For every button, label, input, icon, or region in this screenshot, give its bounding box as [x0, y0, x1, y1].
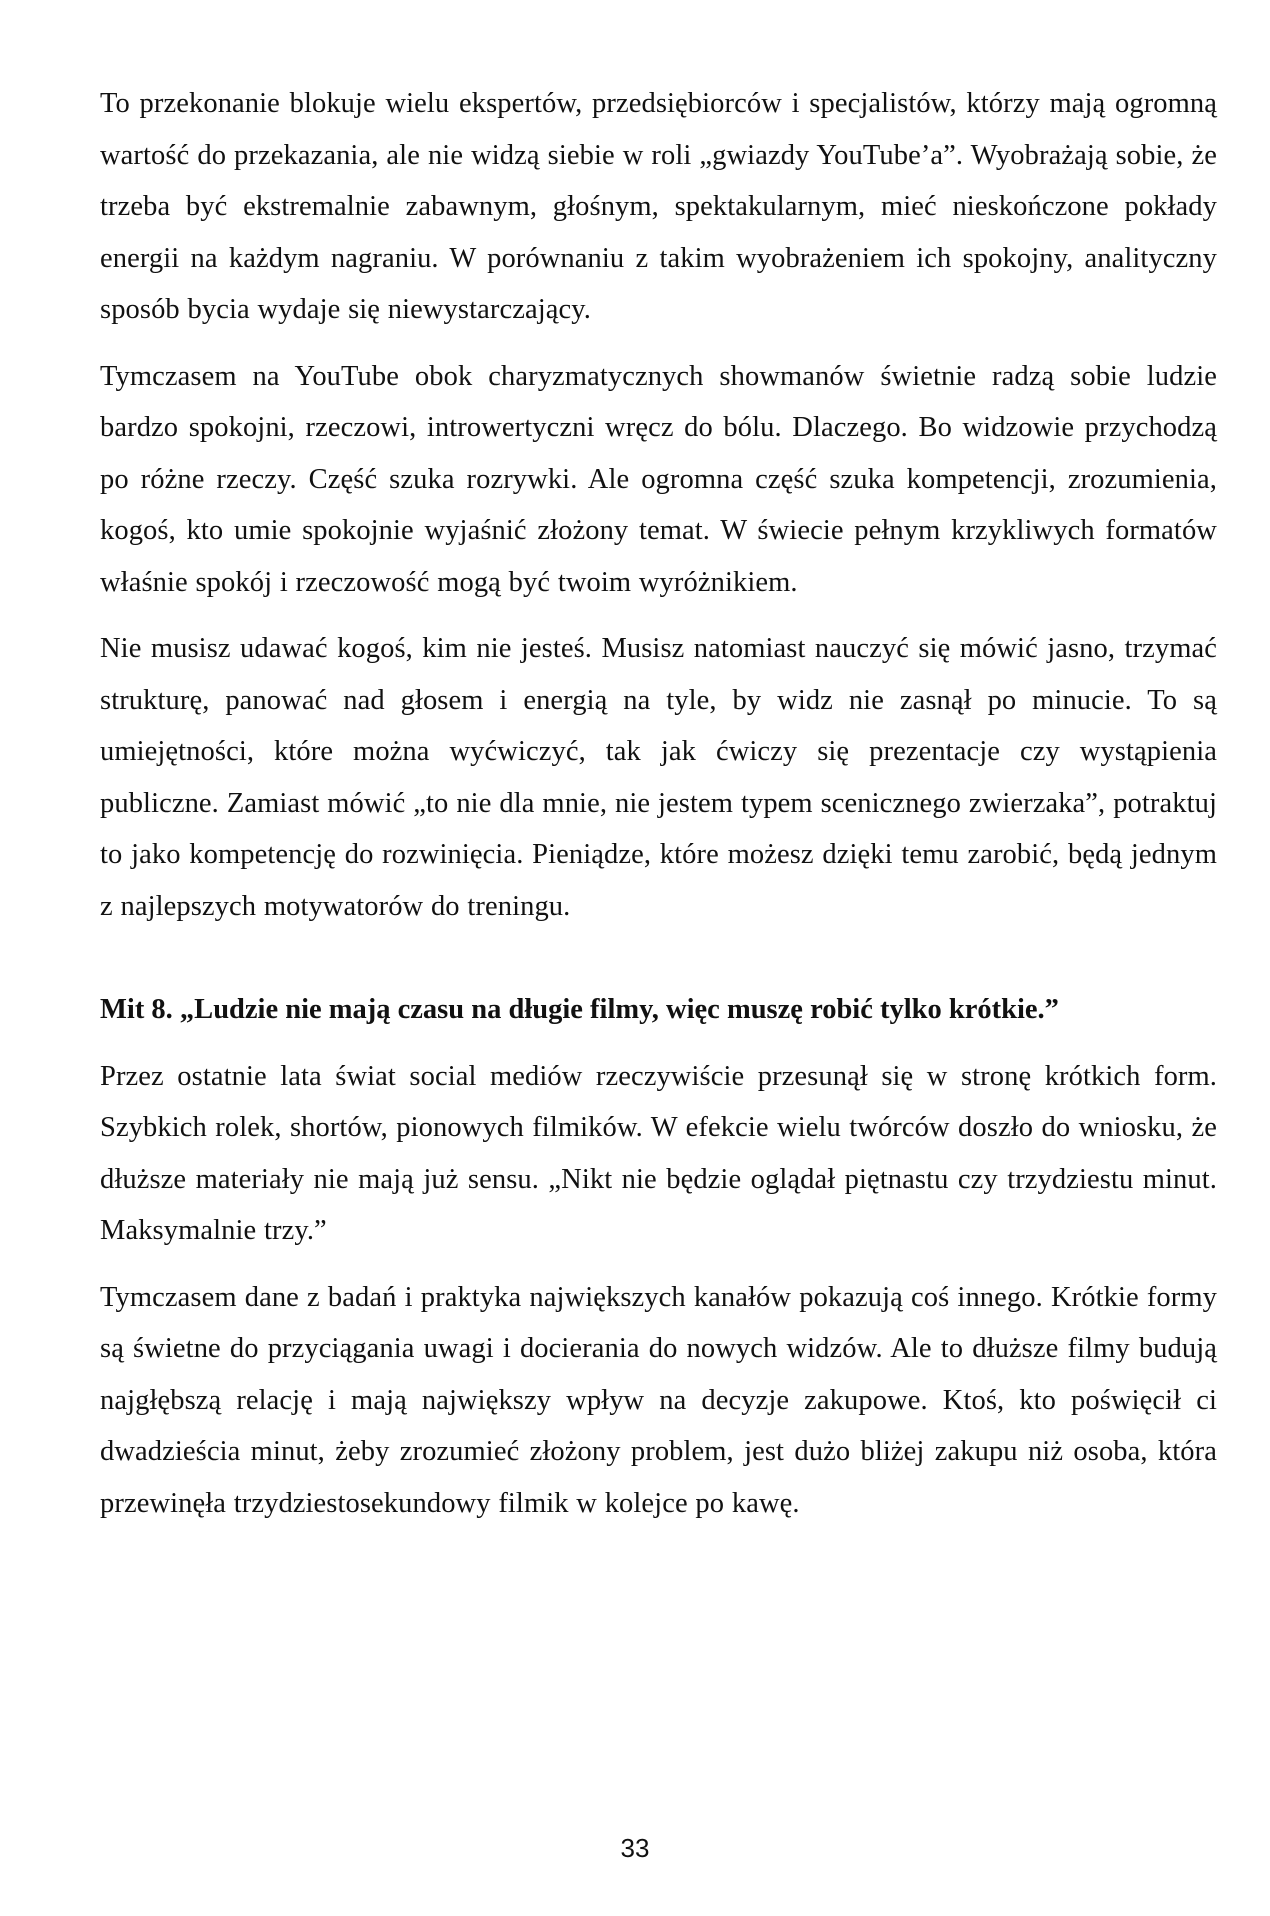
section-heading-myth-8: Mit 8. „Ludzie nie mają czasu na długie filmy, więc muszę robić tylko krótkie.” [100, 994, 1059, 1025]
paragraph-calm-creators: Tymczasem na YouTube obok charyzmatycznych showmanów świetnie radzą sobie ludzie bardzo spokojni, rzeczowi, introwertyczni wręcz do bólu. Dlaczego. Bo widzowie przychodzą po różne rzeczy. Część szuka rozrywki. Ale ogromna część szuka kompetencji, zrozumienia, kogoś, kto umie spokojnie wyjaśnić złożony temat. W świecie pełnym krzykliwych formatów właśnie spokój i rzeczowość mogą być twoim wyróżnikiem. [100, 360, 1217, 598]
paragraph-intro-belief: To przekonanie blokuje wielu ekspertów, przedsiębiorców i specjalistów, którzy mają ogromną wartość do przekazania, ale nie widzą siebie w roli „gwiazdy YouTube’a”. Wyobrażają sobie, że trzeba być ekstremalnie zabawnym, głośnym, spektakularnym, mieć nieskończone pokłady energii na każdym nagraniu. W porównaniu z takim wyobrażeniem ich spokojny, analityczny sposób bycia wydaje się niewystarczający. [100, 88, 1217, 325]
paragraph-skills-training: Nie musisz udawać kogoś, kim nie jesteś. Musisz natomiast nauczyć się mówić jasno, trzymać strukturę, panować nad głosem i energią na tyle, by widz nie zasnął po minucie. To są umiejętności, które można wyćwiczyć, tak jak ćwiczy się prezentacje czy wystąpienia publiczne. Zamiast mówić „to nie dla mnie, nie jestem typem scenicznego zwierzaka”, potraktuj to jako kompetencję do rozwinięcia. Pieniądze, które możesz dzięki temu zarobić, będą jednym z najlepszych motywatorów do treningu. [100, 633, 1217, 922]
paragraph-short-forms: Przez ostatnie lata świat social mediów rzeczywiście przesunął się w stronę krótkich form. Szybkich rolek, shortów, pionowych filmików. W efekcie wielu twórców doszło do wniosku, że dłuższe materiały nie mają już sensu. „Nikt nie będzie oglądał piętnastu czy trzydziestu minut. Maksymalnie trzy.” [100, 1060, 1217, 1246]
page-body [100, 78, 1217, 1544]
paragraph-long-forms: Tymczasem dane z badań i praktyka największych kanałów pokazują coś innego. Krótkie formy są świetne do przyciągania uwagi i docierania do nowych widzów. Ale to dłuższe filmy budują najgłębszą relację i mają największy wpływ na decyzje zakupowe. Ktoś, kto poświęcił ci dwadzieścia minut, żeby zrozumieć złożony problem, jest dużo bliżej zakupu niż osoba, która przewinęła trzydziestosekundowy filmik w kolejce po kawę. [100, 1281, 1217, 1519]
page-number: 33 [620, 1833, 650, 1863]
